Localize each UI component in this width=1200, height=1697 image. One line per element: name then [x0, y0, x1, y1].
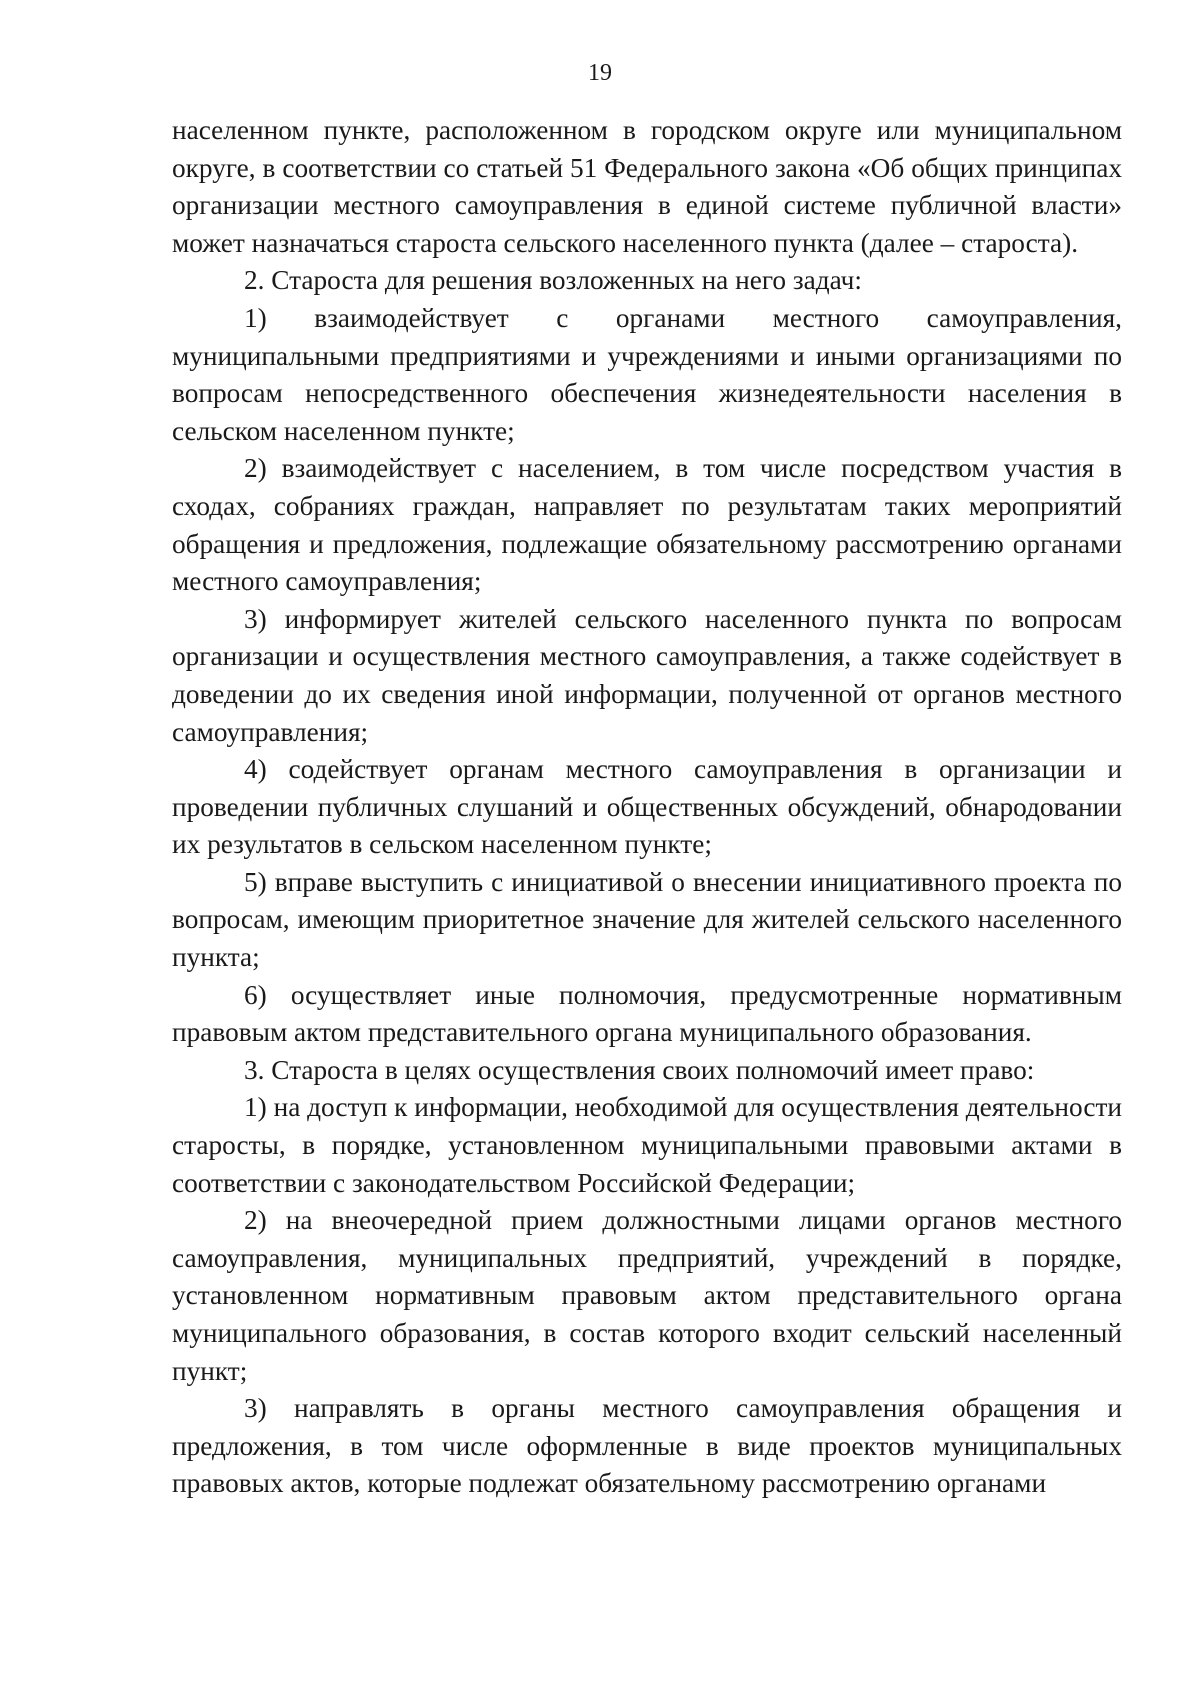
- document-body: [172, 112, 1122, 1503]
- paragraph: 1) на доступ к информации, необходимой для осуществления деятельности старосты, в порядке, установленном муниципальными правовыми актами в соответствии с законодательством Российской Федерации;: [172, 1092, 1122, 1198]
- paragraph: 2) на внеочередной прием должностными лицами органов местного самоуправления, муниципальных предприятий, учреждений в порядке, установленном нормативным правовым актом представительного органа муниципального образования, в состав которого входит сельский населенный пункт;: [172, 1205, 1122, 1386]
- paragraph: 3) информирует жителей сельского населенного пункта по вопросам организации и осуществления местного самоуправления, а также содействует в доведении до их сведения иной информации, полученной от органов местного самоуправления;: [172, 603, 1122, 747]
- paragraph: 5) вправе выступить с инициативой о внесении инициативного проекта по вопросам, имеющим приоритетное значение для жителей сельского населенного пункта;: [172, 866, 1122, 973]
- paragraph: 2. Староста для решения возложенных на него задач:: [244, 265, 862, 296]
- paragraph: 3) направлять в органы местного самоуправления обращения и предложения, в том числе оформленные в виде проектов муниципальных правовых актов, которые подлежат обязательному рассмотрению органами: [172, 1393, 1122, 1499]
- paragraph: 4) содействует органам местного самоуправления в организации и проведении публичных слушаний и общественных обсуждений, обнародовании их результатов в сельском населенном пункте;: [172, 754, 1122, 860]
- paragraph: 1) взаимодействует с органами местного самоуправления, муниципальными предприятиями и учреждениями и иными организациями по вопросам непосредственного обеспечения жизнедеятельности населения в сельском населенном пункте;: [172, 302, 1122, 446]
- paragraph: 3. Староста в целях осуществления своих полномочий имеет право:: [244, 1054, 1035, 1085]
- paragraph: 2) взаимодействует с населением, в том числе посредством участия в сходах, собраниях граждан, направляет по результатам таких мероприятий обращения и предложения, подлежащие обязательному рассмотрению органами местного самоуправления;: [172, 453, 1122, 597]
- page-number: 19: [588, 60, 612, 86]
- paragraph: населенном пункте, расположенном в городском округе или муниципальном округе, в соответствии со статьей 51 Федерального закона «Об общих принципах организации местного самоуправления в единой системе публичной власти» может назначаться староста сельского населенного пункта (далее – староста).: [172, 115, 1122, 258]
- paragraph: 6) осуществляет иные полномочия, предусмотренные нормативным правовым актом представительного органа муниципального образования.: [172, 979, 1122, 1048]
